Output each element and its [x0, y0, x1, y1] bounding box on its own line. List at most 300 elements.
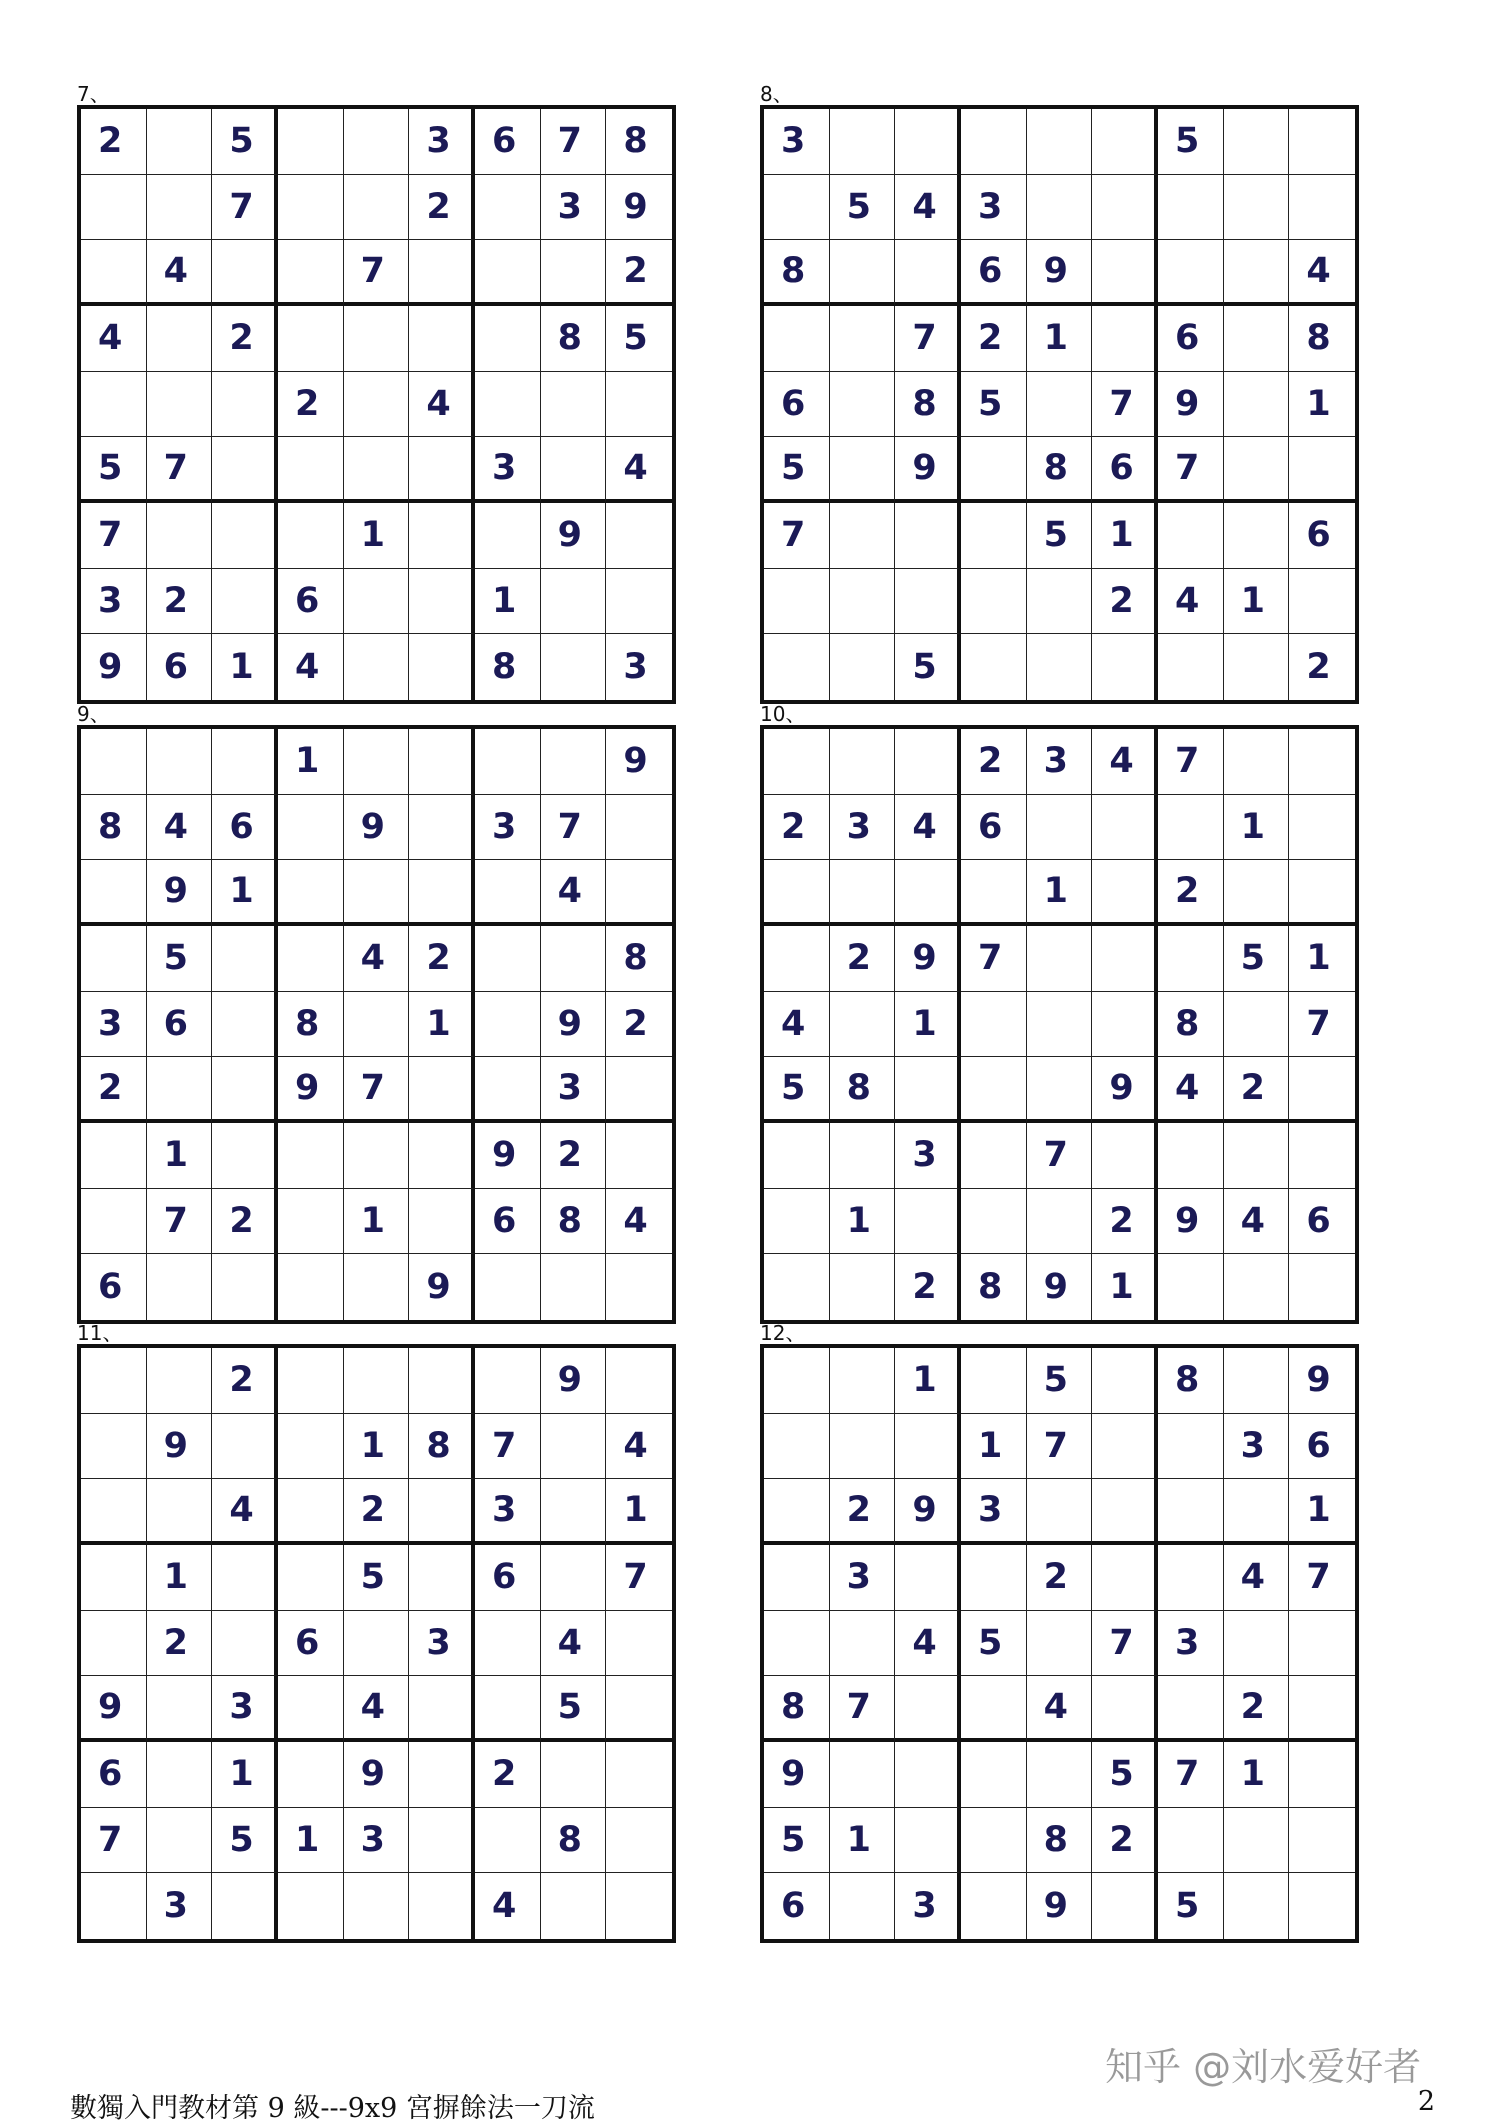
sudoku-cell: 7: [344, 1057, 410, 1123]
sudoku-cell: 9: [541, 503, 607, 569]
sudoku-cell: [1224, 729, 1290, 795]
sudoku-cell: [606, 1808, 672, 1874]
sudoku-cell: 9: [606, 175, 672, 241]
sudoku-cell: [278, 795, 344, 861]
sudoku-cell: 9: [1158, 1189, 1224, 1255]
sudoku-cell: [541, 729, 607, 795]
sudoku-cell: [1289, 569, 1355, 635]
sudoku-cell: 5: [1092, 1742, 1158, 1808]
sudoku-cell: 8: [1158, 1348, 1224, 1414]
sudoku-cell: 3: [830, 795, 896, 861]
sudoku-cell: [541, 372, 607, 438]
sudoku-cell: 2: [409, 926, 475, 992]
sudoku-cell: [961, 109, 1027, 175]
sudoku-cell: [278, 503, 344, 569]
sudoku-cell: 1: [830, 1808, 896, 1874]
sudoku-cell: 2: [1092, 1808, 1158, 1874]
sudoku-cell: 6: [212, 795, 278, 861]
sudoku-cell: [409, 795, 475, 861]
sudoku-cell: 6: [147, 634, 213, 700]
sudoku-cell: 2: [764, 795, 830, 861]
watermark: 知乎 @刘水爱好者: [1105, 2045, 1422, 2089]
sudoku-cell: 8: [278, 992, 344, 1058]
sudoku-cell: 4: [1092, 729, 1158, 795]
sudoku-cell: [212, 992, 278, 1058]
sudoku-cell: 1: [895, 992, 961, 1058]
sudoku-cell: 4: [344, 1676, 410, 1742]
sudoku-cell: [1027, 569, 1093, 635]
sudoku-cell: [764, 1348, 830, 1414]
sudoku-cell: [409, 1808, 475, 1874]
sudoku-cell: [606, 1611, 672, 1677]
sudoku-cell: 9: [344, 1742, 410, 1808]
sudoku-cell: [961, 634, 1027, 700]
sudoku-cell: 9: [895, 437, 961, 503]
sudoku-cell: [278, 1254, 344, 1320]
sudoku-cell: [830, 1414, 896, 1480]
sudoku-cell: [212, 437, 278, 503]
sudoku-cell: [344, 1254, 410, 1320]
sudoku-cell: [212, 372, 278, 438]
sudoku-cell: 9: [895, 926, 961, 992]
sudoku-cell: [475, 992, 541, 1058]
sudoku-cell: [147, 1479, 213, 1545]
sudoku-cell: [830, 372, 896, 438]
sudoku-cell: [1092, 1348, 1158, 1414]
page-number: 2: [1417, 2086, 1435, 2117]
sudoku-cell: [344, 306, 410, 372]
sudoku-cell: 2: [961, 729, 1027, 795]
sudoku-cell: [1027, 175, 1093, 241]
sudoku-cell: [895, 860, 961, 926]
sudoku-cell: [1224, 634, 1290, 700]
sudoku-cell: [1092, 240, 1158, 306]
sudoku-cell: 9: [1158, 372, 1224, 438]
sudoku-cell: [1224, 372, 1290, 438]
sudoku-grid: [760, 1344, 1359, 1943]
sudoku-cell: [344, 729, 410, 795]
sudoku-cell: 4: [606, 1414, 672, 1480]
sudoku-cell: [830, 437, 896, 503]
sudoku-cell: [1158, 926, 1224, 992]
sudoku-cell: [475, 1348, 541, 1414]
sudoku-cell: [81, 926, 147, 992]
sudoku-cell: 6: [1289, 503, 1355, 569]
sudoku-puzzle-7: [77, 82, 676, 704]
puzzle-label: 8、: [760, 82, 793, 106]
sudoku-cell: [212, 1545, 278, 1611]
sudoku-cell: 4: [409, 372, 475, 438]
sudoku-cell: [895, 1808, 961, 1874]
sudoku-cell: [344, 1123, 410, 1189]
sudoku-cell: [81, 1348, 147, 1414]
sudoku-cell: [81, 860, 147, 926]
sudoku-cell: 9: [541, 1348, 607, 1414]
sudoku-cell: [1289, 437, 1355, 503]
sudoku-cell: [606, 1873, 672, 1939]
sudoku-cell: 1: [212, 1742, 278, 1808]
sudoku-cell: [541, 1254, 607, 1320]
sudoku-puzzle-12: [760, 1321, 1359, 1943]
sudoku-cell: 3: [541, 1057, 607, 1123]
sudoku-cell: [147, 1254, 213, 1320]
sudoku-cell: [541, 1873, 607, 1939]
sudoku-cell: [1224, 1123, 1290, 1189]
sudoku-cell: 7: [1158, 437, 1224, 503]
sudoku-cell: [147, 1348, 213, 1414]
sudoku-cell: [475, 175, 541, 241]
sudoku-cell: 5: [1027, 1348, 1093, 1414]
sudoku-cell: 5: [1027, 503, 1093, 569]
sudoku-cell: [1158, 1676, 1224, 1742]
sudoku-cell: 6: [1158, 306, 1224, 372]
sudoku-cell: 1: [212, 860, 278, 926]
sudoku-cell: 9: [541, 992, 607, 1058]
sudoku-cell: 5: [764, 437, 830, 503]
sudoku-cell: [81, 1189, 147, 1255]
sudoku-cell: [1092, 1414, 1158, 1480]
sudoku-cell: 1: [1224, 569, 1290, 635]
sudoku-cell: [830, 634, 896, 700]
sudoku-cell: [475, 1676, 541, 1742]
sudoku-cell: [1158, 175, 1224, 241]
sudoku-cell: 1: [830, 1189, 896, 1255]
sudoku-cell: 4: [606, 1189, 672, 1255]
sudoku-cell: [606, 1676, 672, 1742]
sudoku-cell: 2: [212, 306, 278, 372]
sudoku-cell: [830, 1611, 896, 1677]
sudoku-cell: 8: [764, 240, 830, 306]
sudoku-cell: [212, 1873, 278, 1939]
sudoku-cell: [541, 569, 607, 635]
sudoku-cell: 9: [1289, 1348, 1355, 1414]
sudoku-cell: [764, 1611, 830, 1677]
sudoku-cell: 1: [1092, 1254, 1158, 1320]
sudoku-cell: 1: [409, 992, 475, 1058]
sudoku-cell: 6: [1289, 1189, 1355, 1255]
sudoku-cell: [409, 306, 475, 372]
sudoku-cell: [1158, 1123, 1224, 1189]
sudoku-cell: [409, 729, 475, 795]
sudoku-cell: [961, 992, 1027, 1058]
sudoku-cell: 2: [81, 1057, 147, 1123]
sudoku-cell: 7: [81, 503, 147, 569]
sudoku-cell: [344, 1873, 410, 1939]
sudoku-cell: [409, 503, 475, 569]
sudoku-cell: [1092, 634, 1158, 700]
sudoku-puzzle-8: [760, 82, 1359, 704]
sudoku-cell: [1224, 503, 1290, 569]
sudoku-cell: [830, 503, 896, 569]
sudoku-cell: 8: [541, 1808, 607, 1874]
sudoku-cell: 3: [895, 1123, 961, 1189]
sudoku-cell: 1: [1224, 795, 1290, 861]
sudoku-cell: 5: [606, 306, 672, 372]
sudoku-cell: 8: [1289, 306, 1355, 372]
sudoku-cell: 7: [1092, 1611, 1158, 1677]
sudoku-cell: 4: [895, 1611, 961, 1677]
sudoku-cell: [1092, 1545, 1158, 1611]
sudoku-cell: [1289, 1057, 1355, 1123]
sudoku-cell: 1: [344, 1189, 410, 1255]
sudoku-cell: [606, 569, 672, 635]
sudoku-cell: [1092, 795, 1158, 861]
sudoku-cell: 7: [1158, 729, 1224, 795]
sudoku-cell: [830, 729, 896, 795]
sudoku-cell: [541, 926, 607, 992]
sudoku-cell: 8: [895, 372, 961, 438]
sudoku-cell: [409, 1189, 475, 1255]
sudoku-cell: [147, 175, 213, 241]
sudoku-cell: [278, 1545, 344, 1611]
sudoku-cell: [1289, 1254, 1355, 1320]
sudoku-cell: [409, 1479, 475, 1545]
sudoku-cell: 8: [409, 1414, 475, 1480]
sudoku-cell: 5: [147, 926, 213, 992]
sudoku-cell: [541, 437, 607, 503]
sudoku-cell: 6: [81, 1254, 147, 1320]
sudoku-cell: 2: [344, 1479, 410, 1545]
sudoku-cell: [541, 240, 607, 306]
sudoku-cell: [278, 1348, 344, 1414]
sudoku-cell: [409, 1057, 475, 1123]
sudoku-cell: 8: [541, 306, 607, 372]
sudoku-cell: [830, 109, 896, 175]
sudoku-cell: 2: [1224, 1676, 1290, 1742]
sudoku-cell: 7: [147, 1189, 213, 1255]
sudoku-cell: [81, 1479, 147, 1545]
sudoku-cell: 3: [541, 175, 607, 241]
puzzle-label: 11、: [77, 1321, 123, 1345]
sudoku-cell: [1027, 1189, 1093, 1255]
sudoku-cell: [961, 1873, 1027, 1939]
sudoku-cell: [278, 1873, 344, 1939]
sudoku-cell: [409, 1676, 475, 1742]
sudoku-cell: 3: [623, 647, 648, 688]
sudoku-cell: 3: [475, 1479, 541, 1545]
sudoku-cell: 6: [475, 1189, 541, 1255]
sudoku-cell: [1092, 1123, 1158, 1189]
sudoku-cell: [1092, 992, 1158, 1058]
sudoku-cell: 3: [147, 1873, 213, 1939]
sudoku-cell: [895, 1742, 961, 1808]
sudoku-cell: [541, 1545, 607, 1611]
sudoku-cell: [764, 729, 830, 795]
sudoku-cell: [409, 1123, 475, 1189]
sudoku-cell: [961, 1189, 1027, 1255]
sudoku-cell: [409, 569, 475, 635]
sudoku-cell: [606, 1742, 672, 1808]
sudoku-cell: [541, 634, 607, 700]
sudoku-cell: [961, 1123, 1027, 1189]
sudoku-cell: [606, 860, 672, 926]
sudoku-cell: [409, 1873, 475, 1939]
sudoku-cell: [344, 1611, 410, 1677]
sudoku-cell: [606, 372, 672, 438]
sudoku-cell: [1289, 1676, 1355, 1742]
sudoku-cell: [1224, 109, 1290, 175]
sudoku-cell: [344, 992, 410, 1058]
sudoku-cell: [1224, 1254, 1290, 1320]
sudoku-cell: [344, 437, 410, 503]
sudoku-cell: [1092, 109, 1158, 175]
sudoku-cell: 2: [830, 1479, 896, 1545]
sudoku-cell: 7: [961, 926, 1027, 992]
sudoku-cell: [409, 634, 475, 700]
sudoku-cell: 8: [606, 109, 672, 175]
puzzle-label: 9、: [77, 702, 110, 726]
sudoku-cell: [344, 175, 410, 241]
puzzle-label: 12、: [760, 1321, 806, 1345]
sudoku-cell: 4: [212, 1479, 278, 1545]
sudoku-cell: 4: [1224, 1189, 1290, 1255]
sudoku-cell: 1: [278, 1808, 344, 1874]
sudoku-cell: [1289, 109, 1355, 175]
sudoku-cell: 3: [830, 1545, 896, 1611]
sudoku-cell: [409, 1742, 475, 1808]
sudoku-cell: [1158, 1479, 1224, 1545]
sudoku-cell: 7: [606, 1545, 672, 1611]
sudoku-cell: [1158, 240, 1224, 306]
sudoku-cell: [961, 860, 1027, 926]
sudoku-cell: [212, 503, 278, 569]
sudoku-cell: 2: [606, 240, 672, 306]
sudoku-cell: 7: [1158, 1742, 1224, 1808]
sudoku-cell: 7: [147, 437, 213, 503]
sudoku-cell: 7: [1027, 1414, 1093, 1480]
sudoku-cell: [278, 860, 344, 926]
sudoku-cell: [1289, 860, 1355, 926]
sudoku-cell: [212, 1123, 278, 1189]
sudoku-cell: [1224, 1808, 1290, 1874]
sudoku-cell: [475, 503, 541, 569]
sudoku-cell: [212, 240, 278, 306]
sudoku-cell: 9: [278, 1057, 344, 1123]
sudoku-cell: 9: [409, 1254, 475, 1320]
sudoku-cell: 8: [1027, 437, 1093, 503]
sudoku-cell: 9: [1092, 1057, 1158, 1123]
sudoku-cell: [212, 926, 278, 992]
sudoku-cell: [764, 1414, 830, 1480]
sudoku-cell: [1224, 1348, 1290, 1414]
sudoku-cell: 5: [1224, 926, 1290, 992]
sudoku-cell: [344, 860, 410, 926]
sudoku-cell: [895, 1676, 961, 1742]
sudoku-cell: 7: [541, 795, 607, 861]
sudoku-cell: [1224, 860, 1290, 926]
sudoku-cell: 9: [147, 1414, 213, 1480]
sudoku-cell: [1224, 437, 1290, 503]
sudoku-cell: [1027, 1742, 1093, 1808]
sudoku-cell: 6: [961, 795, 1027, 861]
sudoku-cell: [475, 372, 541, 438]
sudoku-cell: 3: [1158, 1611, 1224, 1677]
sudoku-cell: 5: [961, 1611, 1027, 1677]
sudoku-cell: 5: [541, 1676, 607, 1742]
sudoku-cell: 5: [830, 175, 896, 241]
sudoku-cell: 1: [1224, 1742, 1290, 1808]
sudoku-cell: [606, 795, 672, 861]
sudoku-cell: 4: [278, 634, 344, 700]
sudoku-cell: 9: [81, 1676, 147, 1742]
sudoku-cell: 7: [830, 1676, 896, 1742]
sudoku-cell: 4: [344, 926, 410, 992]
sudoku-cell: [606, 1123, 672, 1189]
sudoku-cell: 2: [895, 1254, 961, 1320]
sudoku-grid: [77, 1344, 676, 1943]
sudoku-cell: [961, 1742, 1027, 1808]
sudoku-cell: [764, 1189, 830, 1255]
sudoku-cell: 6: [1092, 437, 1158, 503]
sudoku-cell: [278, 1479, 344, 1545]
sudoku-cell: 7: [212, 175, 278, 241]
sudoku-cell: [606, 1057, 672, 1123]
sudoku-cell: [830, 569, 896, 635]
sudoku-cell: [1027, 372, 1093, 438]
sudoku-cell: [1289, 1742, 1355, 1808]
sudoku-cell: [475, 1611, 541, 1677]
sudoku-cell: [1289, 1873, 1355, 1939]
sudoku-cell: [81, 1611, 147, 1677]
sudoku-cell: 4: [1289, 240, 1355, 306]
sudoku-cell: 1: [1027, 860, 1093, 926]
sudoku-cell: 5: [1158, 1873, 1224, 1939]
sudoku-cell: [147, 1057, 213, 1123]
sudoku-cell: [475, 306, 541, 372]
sudoku-cell: [895, 729, 961, 795]
sudoku-cell: [475, 1808, 541, 1874]
sudoku-cell: 6: [81, 1742, 147, 1808]
sudoku-cell: [1289, 175, 1355, 241]
sudoku-cell: [1027, 1057, 1093, 1123]
sudoku-cell: [961, 1057, 1027, 1123]
sudoku-cell: [1289, 1808, 1355, 1874]
sudoku-cell: 2: [1092, 1189, 1158, 1255]
sudoku-cell: [212, 1057, 278, 1123]
sudoku-cell: 6: [1289, 1414, 1355, 1480]
sudoku-cell: 5: [895, 634, 961, 700]
sudoku-cell: [278, 306, 344, 372]
sudoku-cell: 2: [1224, 1057, 1290, 1123]
sudoku-cell: [147, 1808, 213, 1874]
sudoku-cell: 1: [344, 1414, 410, 1480]
sudoku-cell: 3: [81, 569, 147, 635]
sudoku-cell: [278, 175, 344, 241]
sudoku-cell: 8: [764, 1676, 830, 1742]
sudoku-cell: [606, 1254, 672, 1320]
sudoku-cell: 4: [541, 860, 607, 926]
sudoku-cell: [475, 1254, 541, 1320]
sudoku-cell: 9: [344, 795, 410, 861]
sudoku-cell: 4: [606, 437, 672, 503]
sudoku-cell: 4: [764, 992, 830, 1058]
sudoku-cell: [961, 437, 1027, 503]
sudoku-cell: 9: [764, 1742, 830, 1808]
sudoku-cell: 2: [212, 1189, 278, 1255]
sudoku-cell: [1027, 1479, 1093, 1545]
sudoku-cell: 2: [961, 306, 1027, 372]
sudoku-cell: [1224, 240, 1290, 306]
sudoku-cell: 3: [81, 992, 147, 1058]
sudoku-cell: [895, 109, 961, 175]
sudoku-cell: [764, 634, 830, 700]
sudoku-cell: [344, 634, 410, 700]
sudoku-cell: 5: [81, 437, 147, 503]
sudoku-cell: 1: [606, 1479, 672, 1545]
sudoku-cell: 8: [475, 634, 541, 700]
sudoku-cell: 7: [1027, 1123, 1093, 1189]
sudoku-cell: 3: [1027, 729, 1093, 795]
